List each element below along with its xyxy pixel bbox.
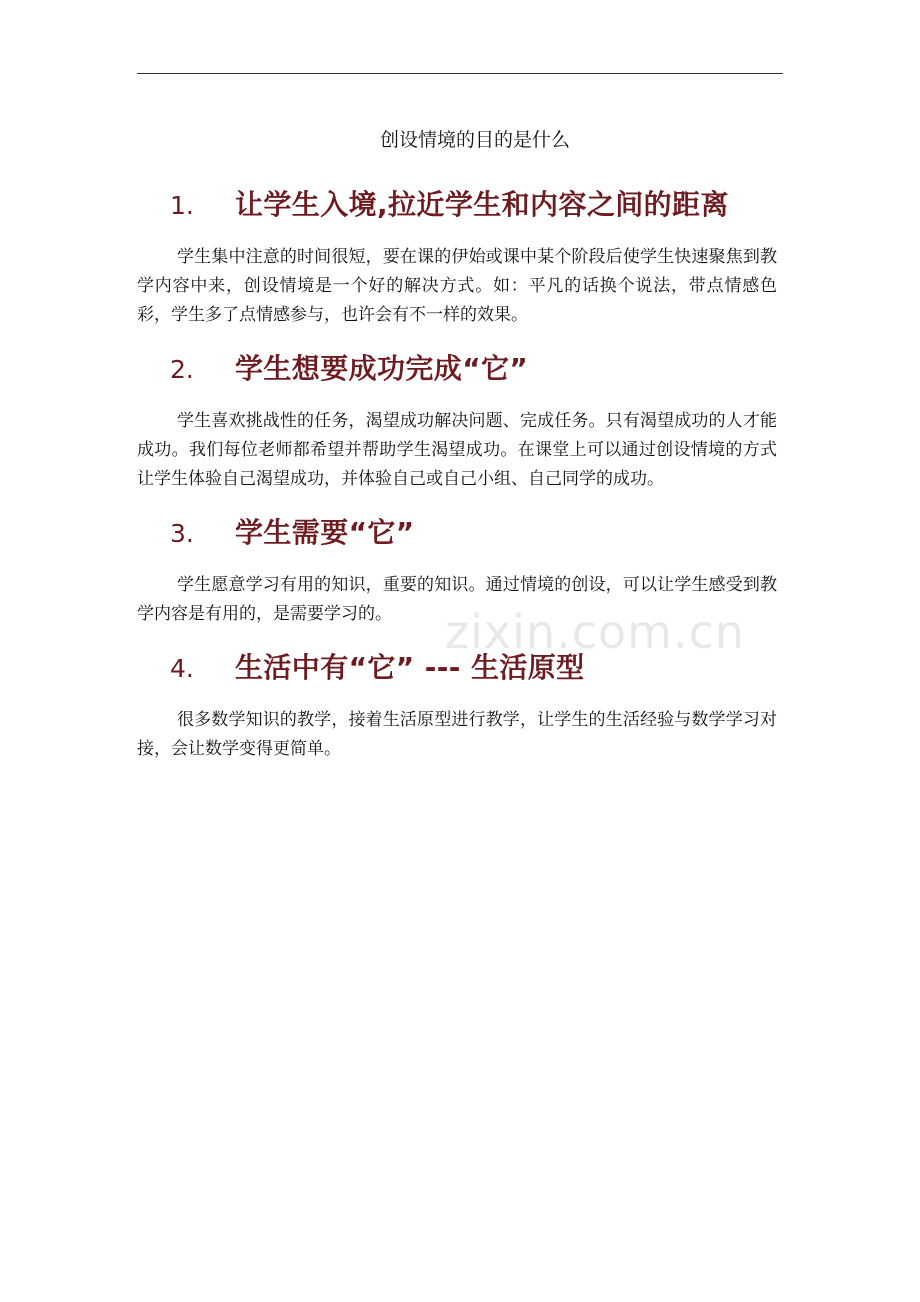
section-number: 4. <box>170 654 194 683</box>
header-rule <box>137 73 783 74</box>
section-heading-2 <box>137 348 777 391</box>
section-body-3: 学生愿意学习有用的知识，重要的知识。通过情境的创设，可以让学生感受到教学内容是有用的，是需要学习的。 <box>137 575 777 624</box>
section-body-4: 很多数学知识的教学，接着生活原型进行教学，让学生的生活经验与数学学习对接，会让数学变得更简单。 <box>137 710 777 759</box>
section-heading-1 <box>137 184 777 227</box>
section-heading-text: 学生想要成功完成“它” <box>235 352 529 385</box>
document-title: 创设情境的目的是什么 <box>379 129 570 151</box>
section-heading-4 <box>137 647 777 690</box>
section-number: 3. <box>170 519 194 548</box>
section-number: 1. <box>170 191 194 220</box>
section-body-1: 学生集中注意的时间很短，要在课的伊始或课中某个阶段后使学生快速聚焦到教学内容中来，创设情境是一个好的解决方式。如：平凡的话换个说法，带点情感色彩，学生多了点情感参与，也许会有不一样的效果。 <box>137 247 777 325</box>
watermark: zixin.com.cn <box>445 605 746 659</box>
document-content <box>137 184 777 782</box>
section-body-2: 学生喜欢挑战性的任务，渴望成功解决问题、完成任务。只有渴望成功的人才能成功。我们每位老师都希望并帮助学生渴望成功。在课堂上可以通过创设情境的方式让学生体验自己渴望成功，并体验自己或自己小组、自己同学的成功。 <box>137 411 777 489</box>
section-heading-text: 学生需要“它” <box>235 516 415 549</box>
section-heading-text: 让学生入境,拉近学生和内容之间的距离 <box>235 188 729 221</box>
section-number: 2. <box>170 355 194 384</box>
section-heading-3 <box>137 512 777 555</box>
section-heading-text: 生活中有“它” --- 生活原型 <box>235 651 585 684</box>
